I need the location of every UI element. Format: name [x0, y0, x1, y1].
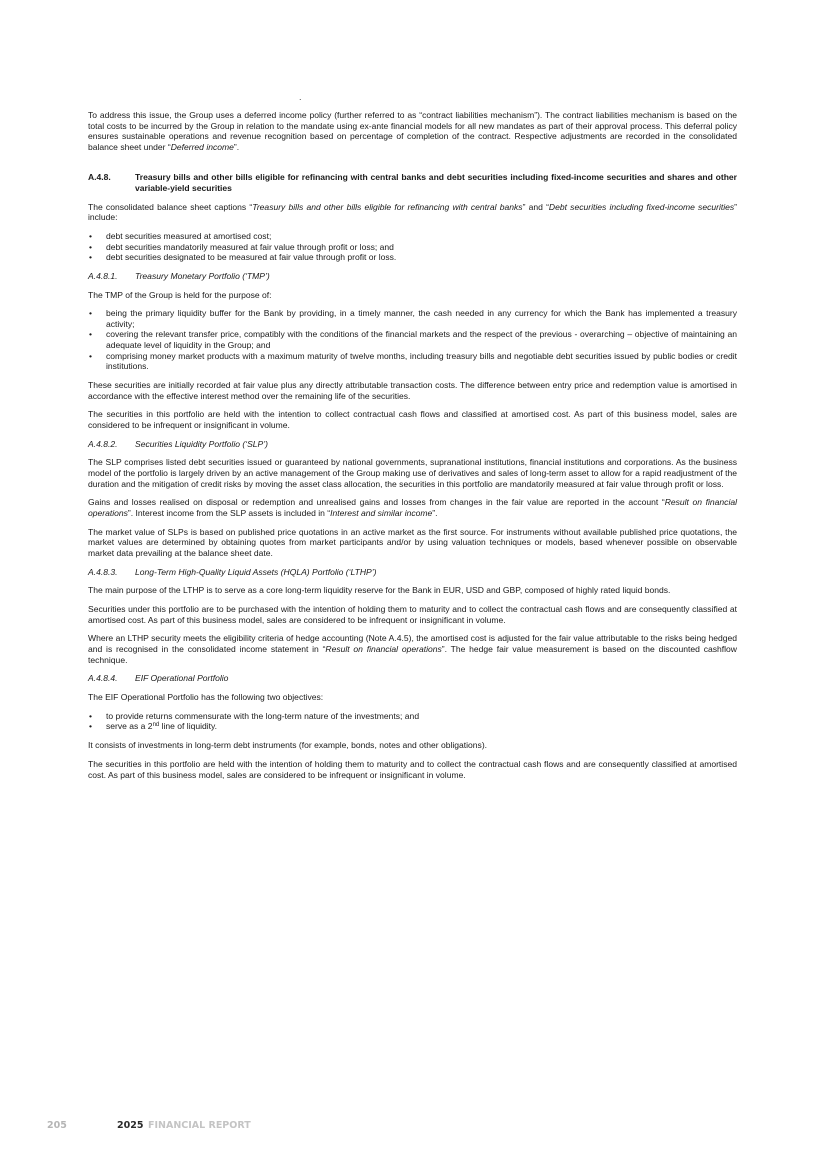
- report-label: FINANCIAL REPORT: [148, 1120, 251, 1131]
- lthp-text-a: Where an LTHP security meets the eligibility criteria of hedge accounting (Note A.4.5), the amortised cost is adjusted for the fair value attributable to the risks being hedged and is recognised in the consolidated income statement in “: [88, 633, 737, 655]
- list-item: • debt securities measured at amortised cost;: [88, 231, 737, 242]
- slp-paragraph-2: [88, 497, 737, 518]
- section-heading: [88, 172, 737, 193]
- section-number: A.4.8.: [88, 172, 111, 183]
- page-number: 205: [47, 1120, 67, 1131]
- tmp-paragraph-1: These securities are initially recorded at fair value plus any directly attributable transaction costs. The difference between entry price and redemption value is amortised in accordance with the effective interest method over the remaining life of the securities.: [88, 380, 737, 401]
- eif-bullet-text-b: line of liquidity.: [159, 721, 218, 732]
- report-year: 2025: [117, 1120, 144, 1131]
- intro-text: To address this issue, the Group uses a deferred income policy (further referred to as “contract liabilities mechanism”). The contract liabilities mechanism is based on the total costs to be incurred by the Group in relation to the mandate using ex-ante financial models for all new mandates as part of their approval process. This deferral policy ensures sustainable operations and revenue recognition based on percentage of completion of the contract. Respective adjustments are recorded in the consolidated balance sheet under “: [88, 110, 737, 152]
- eif-paragraph-2: The securities in this portfolio are held with the intention of holding them to maturity and to collect the contractual cash flows and are consequently classified at amortised cost. As part of this business model, sales are considered to be infrequent or insignificant in volume.: [88, 758, 737, 780]
- lthp-paragraph-1: The main purpose of the LTHP is to serve as a core long-term liquidity reserve for the Bank in EUR, USD and GBP, composed of highly rated liquid bonds.: [88, 585, 671, 596]
- lthp-italic: Result on financial operations: [325, 644, 442, 655]
- captions-paragraph: [88, 202, 737, 223]
- eif-bullet-text-a: serve as a 2: [106, 721, 153, 732]
- lthp-paragraph-3: [88, 633, 737, 665]
- slp-paragraph-3: The market value of SLPs is based on published price quotations in an active market as the first source. For instruments without available published price quotations, the market values are determined by obtaining quotes from market participants and/or by using valuation techniques or models, based whenever possible on observable market data prevailing at the balance sheet date.: [88, 526, 737, 558]
- intro-italic: Deferred income: [170, 141, 234, 152]
- intro-paragraph: [88, 110, 737, 152]
- list-item: • being the primary liquidity buffer for the Bank by providing, in a timely manner, the cash needed in any currency for which the Bank has implemented a treasury activity;: [88, 308, 737, 329]
- slp-title: Securities Liquidity Portfolio (‘SLP’): [135, 438, 269, 449]
- list-item: [88, 721, 737, 732]
- lthp-title: Long-Term High-Quality Liquid Assets (HQLA) Portfolio (‘LTHP’): [135, 566, 377, 577]
- include-list: [88, 231, 737, 263]
- captions-italic-1: Treasury bills and other bills eligible for refinancing with central banks: [252, 201, 523, 212]
- eif-lead: The EIF Operational Portfolio has the following two objectives:: [88, 692, 324, 702]
- list-item: • comprising money market products with a maximum maturity of twelve months, including treasury bills and negotiable debt securities issued by public bodies or credit institutions.: [88, 351, 737, 372]
- tmp-heading: [88, 271, 737, 282]
- eif-list: [88, 711, 737, 732]
- captions-text-1: The consolidated balance sheet captions “: [88, 201, 253, 212]
- tmp-lead: The TMP of the Group is held for the purpose of:: [88, 289, 272, 300]
- slp-paragraph-1: The SLP comprises listed debt securities issued or guaranteed by national governments, supranational institutions, financial institutions and corporations. As the business model of the portfolio is largely driven by an active management of the Group making use of derivatives and sales of long-term asset to allow for a rapid readjustment of the duration and the mitigation of credit risks by moving the asset class allocation, the securities in this portfolio are mandatorily measured at fair value through profit or loss.: [88, 457, 737, 489]
- list-item: • debt securities designated to be measured at fair value through profit or loss.: [88, 252, 737, 263]
- list-item: • debt securities mandatorily measured at fair value through profit or loss; and: [88, 242, 737, 253]
- slp-text-b: ”. Interest income from the SLP assets is included in “: [127, 507, 331, 518]
- list-item: • to provide returns commensurate with the long-term nature of the investments; and: [88, 711, 737, 722]
- lthp-heading: [88, 567, 737, 578]
- tmp-title: Treasury Monetary Portfolio (‘TMP’): [135, 270, 270, 281]
- slp-text-c: ”.: [432, 507, 438, 518]
- page-body: [88, 110, 737, 788]
- lthp-number: A.4.8.3.: [88, 566, 118, 577]
- eif-paragraph-1: It consists of investments in long-term debt instruments (for example, bonds, notes and other obligations).: [88, 740, 488, 751]
- slp-italic-1: Result on financial operations: [88, 497, 737, 518]
- captions-italic-2: Debt securities including fixed-income securities: [548, 201, 735, 212]
- slp-text-a: Gains and losses realised on disposal or redemption and unrealised gains and losses from changes in the fair value are reported in the account “: [88, 497, 665, 508]
- slp-number: A.4.8.2.: [88, 438, 118, 449]
- captions-text-3: ” include:: [88, 201, 738, 223]
- eif-bullet-sup: nd: [152, 722, 160, 729]
- lthp-text-b: ”. The hedge fair value measurement is based on the discounted cashflow technique.: [88, 644, 737, 665]
- captions-text-2: ” and “: [522, 201, 549, 212]
- intro-end: ”.: [233, 141, 240, 152]
- slp-heading: [88, 439, 737, 450]
- eif-title: EIF Operational Portfolio: [135, 673, 229, 684]
- eif-heading: [88, 673, 737, 684]
- tmp-number: A.4.8.1.: [88, 270, 118, 281]
- section-title: Treasury bills and other bills eligible for refinancing with central banks and debt securities including fixed-income securities and shares and other variable-yield securities: [135, 172, 737, 193]
- stray-dot: .: [299, 92, 302, 102]
- slp-italic-2: Interest and similar income: [330, 507, 433, 518]
- lthp-paragraph-2: Securities under this portfolio are to be purchased with the intention of holding them to maturity and to collect the contractual cash flows and are consequently classified at amortised cost. As part of this business model, sales are considered to be infrequent or insignificant in volume.: [88, 604, 737, 625]
- tmp-list: [88, 308, 737, 372]
- eif-number: A.4.8.4.: [88, 673, 118, 684]
- list-item: • covering the relevant transfer price, compatibly with the conditions of the financial markets and the respect of the previous - overarching – objective of maintaining an adequate level of liquidity in the Group; and: [88, 329, 737, 350]
- tmp-paragraph-2: The securities in this portfolio are held with the intention to collect contractual cash flows and classified at amortised cost. As part of this business model, sales are considered to be infrequent or insignificant in volume.: [88, 409, 737, 430]
